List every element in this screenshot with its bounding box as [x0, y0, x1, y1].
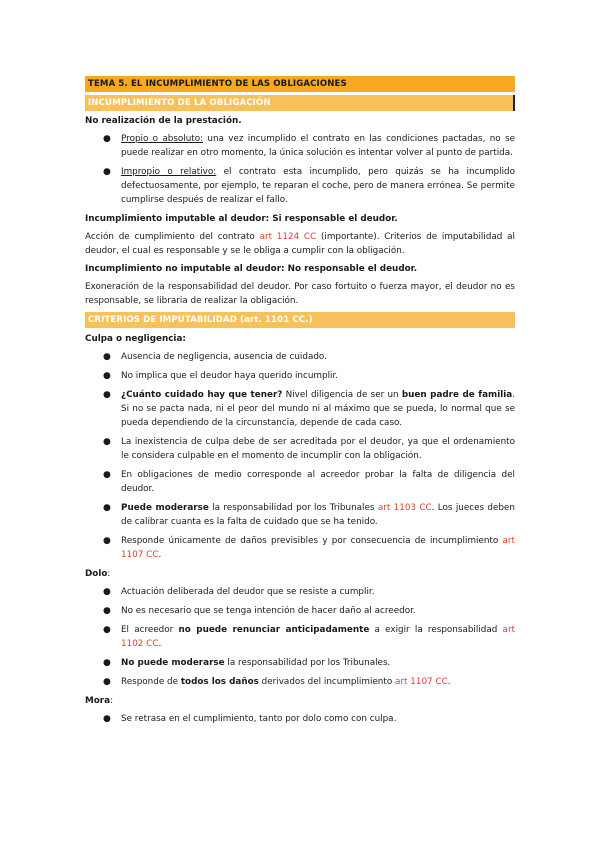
- dolo-list: [85, 585, 515, 689]
- bullet-icon: ●: [103, 134, 111, 144]
- bullet-icon: ●: [103, 587, 111, 597]
- mora-heading-text: Mora: [85, 696, 111, 706]
- no-imputable-heading-a: Incumplimiento no imputable al deudor: [85, 264, 282, 274]
- mora-list: [85, 712, 515, 726]
- list-item-text: la responsabilidad por los Tribunales: [208, 503, 378, 513]
- list-item-text: Se retrasa en el cumplimiento, tanto por dolo como con culpa.: [121, 714, 397, 724]
- mora-heading: [85, 694, 515, 708]
- list-item-text: .: [158, 550, 162, 560]
- list-item: [85, 534, 515, 562]
- culpa-heading-text: Culpa o negligencia: [85, 334, 183, 344]
- imputable-heading-a: Incumplimiento imputable al deudor: [85, 214, 266, 224]
- bullet-icon: ●: [103, 677, 111, 687]
- bullet-icon: ●: [103, 390, 111, 400]
- colon: :: [182, 334, 186, 344]
- list-item-text: En obligaciones de medio corresponde al acreedor probar la falta de diligencia del deudor.: [121, 470, 515, 494]
- title-banner: TEMA 5. EL INCUMPLIMIENTO DE LAS OBLIGACIONES: [85, 76, 515, 92]
- propio-label: Propio o absoluto:: [121, 134, 204, 144]
- no-imputable-paragraph: Exoneración de la responsabilidad del deudor. Por caso fortuito o fuerza mayor, el deudor no es responsable, se libraria de realizar la obligación.: [85, 282, 515, 306]
- list-item: [85, 468, 515, 496]
- article-reference: art 1124 CC: [259, 232, 317, 242]
- imputable-heading: [85, 212, 515, 226]
- list-item: [85, 435, 515, 463]
- bullet-icon: ●: [103, 658, 111, 668]
- no-realizacion-list: [85, 132, 515, 207]
- document-content: [85, 76, 515, 731]
- list-item-bold: buen padre de familia: [401, 390, 513, 400]
- bullet-icon: ●: [103, 536, 111, 546]
- list-item: [85, 656, 515, 670]
- dolo-heading: [85, 567, 515, 581]
- list-item-text: a exigir la responsabilidad: [369, 625, 503, 635]
- list-item-text: No es necesario que se tenga intención de hacer daño al acreedor.: [121, 606, 416, 616]
- imputable-text-b: (importante). Criterios de imputabilidad al deudor, el cual es responsable y se le obliga a cumplir con la obligación.: [85, 232, 515, 256]
- impropio-label: Impropio o relativo:: [121, 167, 217, 177]
- imputable-heading-b: : Si responsable el deudor.: [265, 214, 398, 224]
- bullet-icon: ●: [103, 352, 111, 362]
- list-item-impropio: [85, 165, 515, 207]
- bullet-icon: ●: [103, 371, 111, 381]
- list-item-text: El acreedor: [121, 625, 179, 635]
- bullet-icon: ●: [103, 625, 111, 635]
- article-reference: art 1107 CC: [395, 677, 448, 687]
- bullet-icon: ●: [103, 437, 111, 447]
- list-item-text: Nivel diligencia de ser un: [282, 390, 402, 400]
- no-imputable-heading-b: : No responsable el deudor.: [281, 264, 418, 274]
- list-item-text: . Los jueces deben de calibrar cuanta es la falta de cuidado que se ha tenido.: [121, 503, 515, 527]
- section-banner-criterios: CRITERIOS DE IMPUTABILIDAD (art. 1101 CC.): [85, 312, 515, 328]
- culpa-list: [85, 350, 515, 562]
- section-banner-incumplimiento: INCUMPLIMIENTO DE LA OBLIGACIÓN: [85, 95, 515, 111]
- list-item-text: No implica que el deudor haya querido incumplir.: [121, 371, 339, 381]
- list-item: [85, 712, 515, 726]
- list-item-bold: Puede moderarse: [121, 503, 209, 513]
- no-imputable-heading: [85, 262, 515, 276]
- bullet-icon: ●: [103, 470, 111, 480]
- list-item: [85, 501, 515, 529]
- list-item: [85, 604, 515, 618]
- list-item: [85, 388, 515, 430]
- list-item-text: .: [447, 677, 451, 687]
- article-reference: art 1103 CC: [377, 503, 432, 513]
- list-item: [85, 585, 515, 599]
- bullet-icon: ●: [103, 167, 111, 177]
- list-item-bold: No puede moderarse: [121, 658, 225, 668]
- article-reference: art 1102 CC: [121, 625, 516, 649]
- list-item-text: Responde de: [121, 677, 181, 687]
- list-item-bold: ¿Cuánto cuidado hay que tener?: [121, 390, 283, 400]
- list-item-propio: [85, 132, 515, 160]
- list-item-text: La inexistencia de culpa debe de ser acreditada por el deudor, ya que el ordenamiento le considera culpable en el momento de incumplir con la obligación.: [121, 437, 515, 461]
- culpa-heading: [85, 332, 515, 346]
- list-item-text: Actuación deliberada del deudor que se resiste a cumplir.: [121, 587, 375, 597]
- list-item-text: derivados del incumplimiento: [258, 677, 396, 687]
- list-item: [85, 350, 515, 364]
- no-realizacion-heading: No realización de la prestación.: [85, 116, 242, 126]
- propio-text: una vez incumplido el contrato en las condiciones pactadas, no se puede realizar en otro momento, la única solución es intentar volver al punto de partida.: [121, 134, 515, 158]
- colon: :: [110, 696, 114, 706]
- impropio-text: el contrato esta incumplido, pero quizás se ha incumplido defectuosamente, por ejemplo, te reparan el coche, pero de manera errónea. Se permite cumplirse después de realizar el fallo.: [121, 167, 515, 205]
- bullet-icon: ●: [103, 503, 111, 513]
- list-item-text: .: [158, 639, 162, 649]
- list-item-text: la responsabilidad por los Tribunales.: [224, 658, 391, 668]
- dolo-heading-text: Dolo: [85, 569, 108, 579]
- list-item-text: Ausencia de negligencia, ausencia de cuidado.: [121, 352, 327, 362]
- list-item-bold: no puede renunciar anticipadamente: [178, 625, 370, 635]
- article-reference: art 1107 CC: [121, 536, 515, 560]
- list-item: [85, 369, 515, 383]
- list-item: [85, 675, 515, 689]
- list-item-bold: todos los daños: [180, 677, 259, 687]
- list-item-text: Responde únicamente de daños previsibles y por consecuencia de incumplimiento: [121, 536, 503, 546]
- list-item-text: . Si no se pacta nada, ni el peor del mundo ni al máximo que se pueda, lo normal que se pueda dependiendo de la circunstancia, depende de cada caso.: [121, 390, 515, 428]
- colon: :: [107, 569, 111, 579]
- bullet-icon: ●: [103, 606, 111, 616]
- bullet-icon: ●: [103, 714, 111, 724]
- imputable-text-a: Acción de cumplimiento del contrato: [85, 232, 260, 242]
- list-item: [85, 623, 515, 651]
- imputable-paragraph: [85, 230, 515, 258]
